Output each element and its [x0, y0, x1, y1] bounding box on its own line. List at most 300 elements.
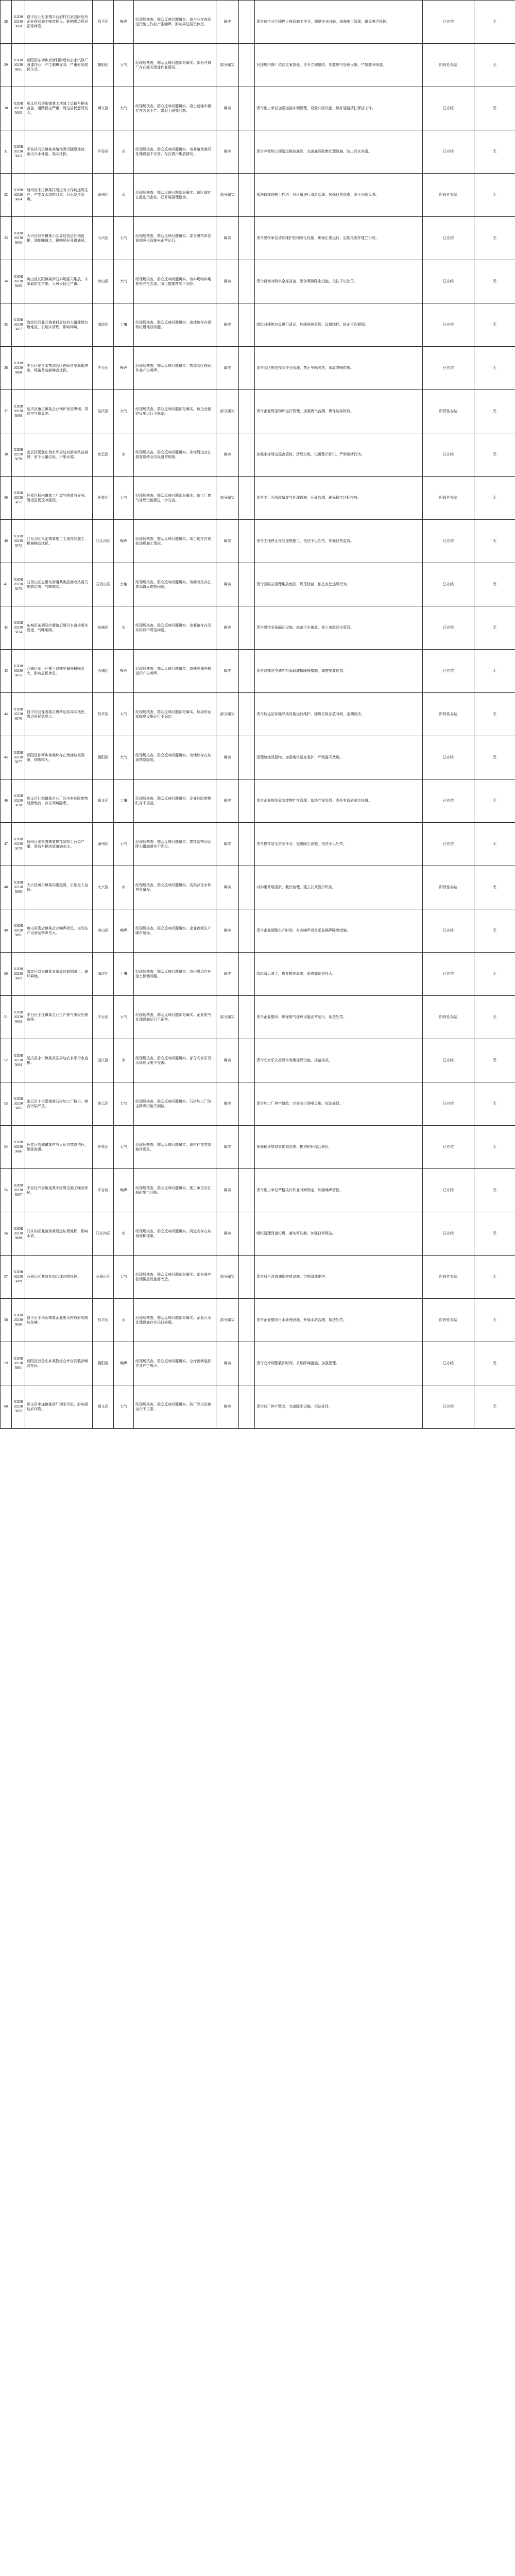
result-cell: 已办结 — [423, 347, 474, 390]
investigation-cell: 经现场核查，群众反映问题属实。仓库夜间装卸作业产生噪声。 — [134, 1342, 216, 1385]
case-code-cell: X3DB202305061 — [12, 44, 25, 87]
handling-cell: 责令施工单位严格执行作业时间规定，加强噪声管控。 — [255, 1169, 423, 1212]
issue-cell: 海淀区温泉镇某农田周边倾倒渣土，破坏耕地。 — [25, 953, 93, 996]
investigation-cell: 经现场核查，群众反映问题部分属实。企业废气处理设施运行不正常。 — [134, 996, 216, 1039]
verdict-cell: 属实 — [216, 866, 239, 909]
verdict-cell: 属实 — [216, 433, 239, 477]
verdict-cell: 属实 — [216, 87, 239, 130]
row-number-cell: 56 — [1, 1212, 12, 1256]
district-cell: 大兴区 — [93, 217, 114, 260]
case-code-cell: X3DB202305090 — [12, 1299, 25, 1342]
table-row — [1, 1385, 515, 1429]
issue-cell: 朝阳区东坝乡后街村附近有多家汽修厂喷漆作业，产生刺鼻异味，严重影响居民生活。 — [25, 44, 93, 87]
investigation-cell: 经现场核查，群众反映问题属实。该地块存在垃圾焚烧痕迹。 — [134, 736, 216, 779]
verdict-cell: 属实 — [216, 909, 239, 953]
pollution-type-cell: 大气 — [114, 1385, 134, 1429]
verdict-cell: 属实 — [216, 1082, 239, 1126]
investigation-cell: 经现场核查，群众反映问题部分属实。部分商户油烟排放设施需改造。 — [134, 1256, 216, 1299]
case-code-cell: X3DB202305070 — [12, 433, 25, 477]
case-code-cell: X3DB202305085 — [12, 1082, 25, 1126]
issue-cell: 房山区窦店镇某企业噪声扰民，夜间生产设备运转声音大。 — [25, 909, 93, 953]
accountability-cell: 无 — [474, 779, 515, 823]
district-cell: 朝阳区 — [93, 736, 114, 779]
accountability-cell: 无 — [474, 606, 515, 650]
blank-cell — [239, 1212, 255, 1256]
table-row — [1, 1342, 515, 1385]
handling-cell: 责令园区规范夜间作业管理，禁止车辆鸣笛，采取降噪措施。 — [255, 347, 423, 390]
pollution-type-cell: 大气 — [114, 996, 134, 1039]
accountability-cell: 无 — [474, 174, 515, 217]
row-number-cell: 51 — [1, 996, 12, 1039]
handling-cell: 责令料场对物料全部苫盖，配备喷淋降尘设施，依法予以处罚。 — [255, 260, 423, 303]
result-cell: 阶段性办结 — [423, 866, 474, 909]
district-cell: 房山区 — [93, 909, 114, 953]
verdict-cell: 部分属实 — [216, 477, 239, 520]
result-cell: 已办结 — [423, 260, 474, 303]
blank-cell — [239, 477, 255, 520]
pollution-type-cell: 大气 — [114, 823, 134, 866]
pollution-type-cell: 噪声 — [114, 347, 134, 390]
district-cell: 朝阳区 — [93, 1342, 114, 1385]
result-cell: 已办结 — [423, 87, 474, 130]
handling-cell: 责令该企业立即停止夜间施工作业，调整作业时间，加强施工管理，避免噪声扰民。 — [255, 1, 423, 44]
blank-cell — [239, 996, 255, 1039]
pollution-type-cell: 大气 — [114, 1126, 134, 1169]
district-cell: 昌平区 — [93, 1, 114, 44]
pollution-type-cell: 大气 — [114, 1256, 134, 1299]
pollution-type-cell: 土壤 — [114, 563, 134, 606]
blank-cell — [239, 347, 255, 390]
row-number-cell: 47 — [1, 823, 12, 866]
investigation-cell: 经现场核查，群众反映问题属实。农田周边存在渣土倾倒问题。 — [134, 953, 216, 996]
verdict-cell: 部分属实 — [216, 1299, 239, 1342]
result-cell: 已办结 — [423, 563, 474, 606]
handling-cell: 责令商铺对空调外机采取减振降噪措施，调整安装位置。 — [255, 650, 423, 693]
row-number-cell: 54 — [1, 1126, 12, 1169]
verdict-cell: 属实 — [216, 1039, 239, 1082]
blank-cell — [239, 87, 255, 130]
result-cell: 阶段性办结 — [423, 1299, 474, 1342]
issue-cell: 密云区溪翁庄镇水库周边有游客私自烧烤，留下大量垃圾，污染水源。 — [25, 433, 93, 477]
handling-cell: 责令搅拌站全封闭作业，完善除尘设施，依法予以处罚。 — [255, 823, 423, 866]
accountability-cell: 无 — [474, 1039, 515, 1082]
accountability-cell: 无 — [474, 1, 515, 44]
result-cell: 已办结 — [423, 736, 474, 779]
issue-cell: 昌平区小汤山镇某企业废水排放影响周边鱼塘。 — [25, 1299, 93, 1342]
result-cell: 阶段性办结 — [423, 693, 474, 736]
blank-cell — [239, 217, 255, 260]
row-number-cell: 43 — [1, 650, 12, 693]
result-cell: 已办结 — [423, 1169, 474, 1212]
district-cell: 海淀区 — [93, 953, 114, 996]
case-code-cell: X3DB202305092 — [12, 1385, 25, 1429]
investigation-cell: 经现场核查，群众反映问题属实。该餐馆存在污水排放不规范问题。 — [134, 606, 216, 650]
blank-cell — [239, 1082, 255, 1126]
accountability-cell: 无 — [474, 1082, 515, 1126]
row-number-cell: 38 — [1, 433, 12, 477]
handling-cell: 加强秸秆禁烧宣传和巡查，推进秸秆综合利用。 — [255, 1126, 423, 1169]
investigation-cell: 经现场核查，群众反映问题属实。砖厂除尘设施运行不正常。 — [134, 1385, 216, 1429]
table-row — [1, 996, 515, 1039]
investigation-cell: 经现场核查，群众反映问题属实。企业夜间生产噪声超标。 — [134, 909, 216, 953]
verdict-cell: 属实 — [216, 1385, 239, 1429]
investigation-cell: 经现场核查，群众反映问题部分属实。企业污水处理设施存在运行问题。 — [134, 1299, 216, 1342]
verdict-cell: 属实 — [216, 260, 239, 303]
blank-cell — [239, 693, 255, 736]
investigation-cell: 经现场核查，群众反映问题部分属实。部分汽修厂存在露天喷漆作业情况。 — [134, 44, 216, 87]
verdict-cell: 属实 — [216, 650, 239, 693]
investigation-cell: 经现场核查，群众反映问题属实。该村存在焚烧秸秆现象。 — [134, 1126, 216, 1169]
district-cell: 石景山区 — [93, 1256, 114, 1299]
handling-cell: 责令养殖场立即清运堆放粪污，完善粪污收集处理设施，防止污水外溢。 — [255, 130, 423, 174]
district-cell: 大兴区 — [93, 866, 114, 909]
handling-cell: 组织清理河道垃圾，落实河长制，加强日常保洁。 — [255, 1212, 423, 1256]
district-cell: 延庆区 — [93, 390, 114, 433]
issue-cell: 通州区宋庄镇某村附近有小作坊违规生产，产生废水直排河道，河水发黑发臭。 — [25, 174, 93, 217]
district-cell: 门头沟区 — [93, 520, 114, 563]
district-cell: 东城区 — [93, 606, 114, 650]
verdict-cell: 属实 — [216, 779, 239, 823]
handling-cell: 责令仓库调整装卸时间，采取降噪措施，加强管理。 — [255, 1342, 423, 1385]
row-number-cell: 32 — [1, 174, 12, 217]
handling-cell: 清理焚烧残留物，加强地块巡查看护，严禁露天焚烧。 — [255, 736, 423, 779]
pollution-type-cell: 水 — [114, 1299, 134, 1342]
blank-cell — [239, 866, 255, 909]
issue-cell: 昌平区回龙观某垃圾转运站异味扰民，周边居民意见大。 — [25, 693, 93, 736]
investigation-cell: 经现场核查，群众反映问题属实。水库周边存在游客烧烤及垃圾遗留现象。 — [134, 433, 216, 477]
table-row — [1, 953, 515, 996]
district-cell: 平谷区 — [93, 130, 114, 174]
blank-cell — [239, 563, 255, 606]
verdict-cell: 属实 — [216, 1342, 239, 1385]
issue-cell: 平谷区兴谷街道某小区周边施工噪音扰民。 — [25, 1169, 93, 1212]
result-cell: 已办结 — [423, 1082, 474, 1126]
investigation-cell: 经现场核查，群众反映问题部分属实。该区域存在散乱污企业，已开展清理整治。 — [134, 174, 216, 217]
district-cell: 顺义区 — [93, 87, 114, 130]
issue-cell: 昌平区北七家镇平西府村石家园附近有企业夜间施工噪音扰民，影响周边居民正常休息。 — [25, 1, 93, 44]
blank-cell — [239, 433, 255, 477]
table-row — [1, 650, 515, 693]
issue-cell: 延庆区康庄镇某企业锅炉房冒黑烟，周边空气质量差。 — [25, 390, 93, 433]
district-cell: 昌平区 — [93, 693, 114, 736]
accountability-cell: 无 — [474, 1256, 515, 1299]
case-code-cell: X3DB202305091 — [12, 1342, 25, 1385]
issue-cell: 密云区十里堡镇某石材加工厂粉尘、噪音污染严重。 — [25, 1082, 93, 1126]
accountability-cell: 无 — [474, 130, 515, 174]
handling-cell: 责令工厂升级改造废气处理设施，开展监测，确保稳定达标排放。 — [255, 477, 423, 520]
table-row — [1, 44, 515, 87]
accountability-cell: 无 — [474, 433, 515, 477]
issue-cell: 怀柔区杨宋镇某工厂废气排放有异味，附近居民反映强烈。 — [25, 477, 93, 520]
pollution-type-cell: 大气 — [114, 260, 134, 303]
case-code-cell: X3DB202305060 — [12, 1, 25, 44]
accountability-cell: 无 — [474, 303, 515, 347]
pollution-type-cell: 土壤 — [114, 779, 134, 823]
case-code-cell: X3DB202305073 — [12, 563, 25, 606]
blank-cell — [239, 650, 255, 693]
district-cell: 门头沟区 — [93, 1212, 114, 1256]
investigation-cell: 经现场核查，群众反映问题属实。该养殖场粪污处理设施不完善，存在粪污堆放情况。 — [134, 130, 216, 174]
result-cell: 已办结 — [423, 520, 474, 563]
verdict-cell: 属实 — [216, 1169, 239, 1212]
handling-cell: 责令农家乐完善污水收集处理设施，规范排放。 — [255, 1039, 423, 1082]
issue-cell: 门头沟区永定镇某施工工地夜间施工，机械噪音扰民。 — [25, 520, 93, 563]
accountability-cell: 无 — [474, 477, 515, 520]
verdict-cell: 部分属实 — [216, 1256, 239, 1299]
pollution-type-cell: 大气 — [114, 736, 134, 779]
verdict-cell: 部分属实 — [216, 390, 239, 433]
case-code-cell: X3DB202305066 — [12, 260, 25, 303]
table-row — [1, 130, 515, 174]
investigation-cell: 经现场核查，群众反映问题属实。该回收站存在废品露天堆放问题。 — [134, 563, 216, 606]
accountability-cell: 无 — [474, 650, 515, 693]
row-number-cell: 44 — [1, 693, 12, 736]
result-cell: 已办结 — [423, 1342, 474, 1385]
pollution-type-cell: 噪声 — [114, 909, 134, 953]
result-cell: 已办结 — [423, 650, 474, 693]
pollution-type-cell: 大气 — [114, 87, 134, 130]
row-number-cell: 35 — [1, 303, 12, 347]
district-cell: 延庆区 — [93, 1039, 114, 1082]
pollution-type-cell: 水 — [114, 130, 134, 174]
result-cell: 已办结 — [423, 1039, 474, 1082]
pollution-type-cell: 水 — [114, 606, 134, 650]
accountability-cell: 无 — [474, 87, 515, 130]
pollution-type-cell: 大气 — [114, 44, 134, 87]
result-cell: 已办结 — [423, 303, 474, 347]
accountability-cell: 无 — [474, 909, 515, 953]
row-number-cell: 28 — [1, 1, 12, 44]
district-cell: 顺义区 — [93, 1385, 114, 1429]
accountability-cell: 无 — [474, 1212, 515, 1256]
pollution-type-cell: 噪声 — [114, 1342, 134, 1385]
accountability-cell: 无 — [474, 520, 515, 563]
table-row — [1, 174, 515, 217]
table-row — [1, 303, 515, 347]
case-code-cell: X3DB202305068 — [12, 347, 25, 390]
verdict-cell: 部分属实 — [216, 693, 239, 736]
accountability-cell: 无 — [474, 260, 515, 303]
handling-cell: 组织对建筑垃圾进行清运，加强地块管理，设置围挡，防止再次倾倒。 — [255, 303, 423, 347]
district-cell: 通州区 — [93, 174, 114, 217]
case-code-cell: X3DB202305069 — [12, 390, 25, 433]
pollution-type-cell: 噪声 — [114, 650, 134, 693]
result-cell: 已办结 — [423, 1385, 474, 1429]
issue-cell: 大兴区旧宫镇某小区周边饭店油烟直排，油烟味道大，影响居民开窗通风。 — [25, 217, 93, 260]
blank-cell — [239, 1, 255, 44]
blank-cell — [239, 606, 255, 650]
row-number-cell: 37 — [1, 390, 12, 433]
handling-cell: 组织清运渣土，恢复耕地原貌，追查倾倒责任人。 — [255, 953, 423, 996]
blank-cell — [239, 1126, 255, 1169]
table-row — [1, 1169, 515, 1212]
pollution-type-cell: 水 — [114, 433, 134, 477]
row-number-cell: 29 — [1, 44, 12, 87]
table-body — [1, 1, 515, 1429]
issue-cell: 朝阳区孙河乡某地块存在焚烧垃圾现象，烟雾较大。 — [25, 736, 93, 779]
investigation-cell: 经现场核查，群众反映问题属实。部分农家乐污水处理设施不完善。 — [134, 1039, 216, 1082]
table-row — [1, 606, 515, 650]
result-cell: 已办结 — [423, 1212, 474, 1256]
row-number-cell: 39 — [1, 477, 12, 520]
blank-cell — [239, 303, 255, 347]
pollution-type-cell: 大气 — [114, 477, 134, 520]
row-number-cell: 31 — [1, 130, 12, 174]
handling-cell: 责令回收站清理堆放废品，规范经营，依法查处违规行为。 — [255, 563, 423, 606]
investigation-cell: 经现场核查，群众反映问题部分属实。该工厂废气处理设施需进一步完善。 — [134, 477, 216, 520]
verdict-cell: 属实 — [216, 303, 239, 347]
district-cell: 西城区 — [93, 650, 114, 693]
verdict-cell: 属实 — [216, 347, 239, 390]
table-row — [1, 1039, 515, 1082]
accountability-cell: 无 — [474, 996, 515, 1039]
district-cell: 顺义区 — [93, 779, 114, 823]
investigation-cell: 经现场核查，群众反映问题属实。部分餐饮单位油烟净化设施未正常运行。 — [134, 217, 216, 260]
accountability-cell: 无 — [474, 693, 515, 736]
verdict-cell: 属实 — [216, 1212, 239, 1256]
table-row — [1, 693, 515, 736]
investigation-cell: 经现场核查，群众反映问题属实。石材加工厂防尘降噪措施不到位。 — [134, 1082, 216, 1126]
blank-cell — [239, 44, 255, 87]
pollution-type-cell: 水 — [114, 174, 134, 217]
result-cell: 阶段性办结 — [423, 174, 474, 217]
table-row — [1, 736, 515, 779]
table-row — [1, 477, 515, 520]
case-code-cell: X3DB202305077 — [12, 736, 25, 779]
blank-cell — [239, 823, 255, 866]
issue-cell: 顺义区仁和镇某企业厂区内有危险废物随意堆放，存在环境隐患。 — [25, 779, 93, 823]
issue-cell: 门头沟区龙泉镇某河道垃圾堆积，影响水质。 — [25, 1212, 93, 1256]
investigation-cell: 经现场核查，群众反映问题属实。渣土运输车辆存在苫盖不严、带泥上路等问题。 — [134, 87, 216, 130]
handling-cell: 对沟渠开展清淤、截污治理，建立长效管护机制。 — [255, 866, 423, 909]
issue-cell: 石景山区某商业综合体油烟扰民。 — [25, 1256, 93, 1299]
case-code-cell: X3DB202305063 — [12, 130, 25, 174]
blank-cell — [239, 909, 255, 953]
case-code-cell: X3DB202305075 — [12, 650, 25, 693]
row-number-cell: 60 — [1, 1385, 12, 1429]
handling-cell: 责令加工厂停产整改，完善防尘降噪设施，依法处罚。 — [255, 1082, 423, 1126]
result-cell: 已办结 — [423, 953, 474, 996]
accountability-cell: 无 — [474, 390, 515, 433]
case-code-cell: X3DB202305071 — [12, 477, 25, 520]
row-number-cell: 55 — [1, 1169, 12, 1212]
handling-cell: 责令企业整改污水处理设施，开展水质监测，依法处罚。 — [255, 1299, 423, 1342]
accountability-cell: 无 — [474, 1299, 515, 1342]
accountability-cell: 无 — [474, 347, 515, 390]
handling-cell: 责令砖厂停产整改，完善除尘设施，依法处罚。 — [255, 1385, 423, 1429]
pollution-type-cell: 大气 — [114, 693, 134, 736]
issue-cell: 大兴区黄村镇某沟渠黑臭，长期无人治理。 — [25, 866, 93, 909]
table-row — [1, 390, 515, 433]
blank-cell — [239, 1299, 255, 1342]
issue-cell: 朝阳区豆各庄乡某物流仓库夜间装卸噪音扰民。 — [25, 1342, 93, 1385]
row-number-cell: 36 — [1, 347, 12, 390]
result-cell: 已办结 — [423, 606, 474, 650]
row-number-cell: 50 — [1, 953, 12, 996]
accountability-cell: 无 — [474, 1169, 515, 1212]
pollution-type-cell: 大气 — [114, 1082, 134, 1126]
pollution-type-cell: 土壤 — [114, 303, 134, 347]
row-number-cell: 53 — [1, 1082, 12, 1126]
result-cell: 已办结 — [423, 909, 474, 953]
row-number-cell: 52 — [1, 1039, 12, 1082]
investigation-cell: 经现场核查，群众反映问题属实。沟渠存在水体黑臭情况。 — [134, 866, 216, 909]
verdict-cell: 属实 — [216, 520, 239, 563]
row-number-cell: 48 — [1, 866, 12, 909]
case-code-cell: X3DB202305065 — [12, 217, 25, 260]
accountability-cell: 无 — [474, 563, 515, 606]
row-number-cell: 41 — [1, 563, 12, 606]
accountability-cell: 无 — [474, 1385, 515, 1429]
table-row — [1, 87, 515, 130]
investigation-cell: 经现场核查，群众反映问题属实。该料场物料堆放未完全苫盖，防尘措施落实不到位。 — [134, 260, 216, 303]
verdict-cell: 属实 — [216, 1, 239, 44]
verdict-cell: 部分属实 — [216, 996, 239, 1039]
result-cell: 阶段性办结 — [423, 1256, 474, 1299]
accountability-cell: 无 — [474, 217, 515, 260]
pollution-type-cell: 土壤 — [114, 953, 134, 996]
table-row — [1, 433, 515, 477]
table-row — [1, 779, 515, 823]
table-row — [1, 1256, 515, 1299]
case-code-cell: X3DB202305072 — [12, 520, 25, 563]
investigation-cell: 经现场核查，群众反映问题属实。该工地存在夜间违规施工情况。 — [134, 520, 216, 563]
accountability-cell: 无 — [474, 1342, 515, 1385]
investigation-cell: 经现场核查，群众反映问题属实。该地块存在建筑垃圾堆放问题。 — [134, 303, 216, 347]
row-number-cell: 42 — [1, 606, 12, 650]
table-row — [1, 1, 515, 44]
table-row — [1, 260, 515, 303]
case-code-cell: X3DB202305087 — [12, 1169, 25, 1212]
blank-cell — [239, 260, 255, 303]
result-cell: 已办结 — [423, 217, 474, 260]
accountability-cell: 无 — [474, 953, 515, 996]
blank-cell — [239, 953, 255, 996]
pollution-type-cell: 噪声 — [114, 520, 134, 563]
blank-cell — [239, 520, 255, 563]
blank-cell — [239, 1169, 255, 1212]
case-code-cell: X3DB202305089 — [12, 1256, 25, 1299]
district-cell: 石景山区 — [93, 563, 114, 606]
investigation-cell: 经现场核查，群众反映问题部分属实。垃圾转运站除臭设施运行不稳定。 — [134, 693, 216, 736]
accountability-cell: 无 — [474, 44, 515, 87]
issue-cell: 怀柔区庙城镇某村有人私自焚烧秸秆，烟雾弥漫。 — [25, 1126, 93, 1169]
table-row — [1, 1126, 515, 1169]
case-code-cell: X3DB202305080 — [12, 866, 25, 909]
table-row — [1, 1299, 515, 1342]
issue-cell: 西城区某小区楼下商铺空调外机噪音大，影响居民休息。 — [25, 650, 93, 693]
handling-cell: 责令商户改造油烟排放设施，定期清洗维护。 — [255, 1256, 423, 1299]
blank-cell — [239, 1256, 255, 1299]
case-code-cell: X3DB202305088 — [12, 1212, 25, 1256]
district-cell: 丰台区 — [93, 996, 114, 1039]
row-number-cell: 33 — [1, 217, 12, 260]
case-code-cell: X3DB202305078 — [12, 779, 25, 823]
verdict-cell: 属实 — [216, 563, 239, 606]
district-cell: 怀柔区 — [93, 1126, 114, 1169]
table-row — [1, 909, 515, 953]
blank-cell — [239, 1039, 255, 1082]
row-number-cell: 57 — [1, 1256, 12, 1299]
table-row — [1, 520, 515, 563]
district-cell: 平谷区 — [93, 1169, 114, 1212]
pollution-type-cell: 大气 — [114, 390, 134, 433]
verdict-cell: 部分属实 — [216, 174, 239, 217]
district-cell: 密云区 — [93, 433, 114, 477]
row-number-cell: 58 — [1, 1299, 12, 1342]
case-code-cell: X3DB202305081 — [12, 909, 25, 953]
blank-cell — [239, 779, 255, 823]
